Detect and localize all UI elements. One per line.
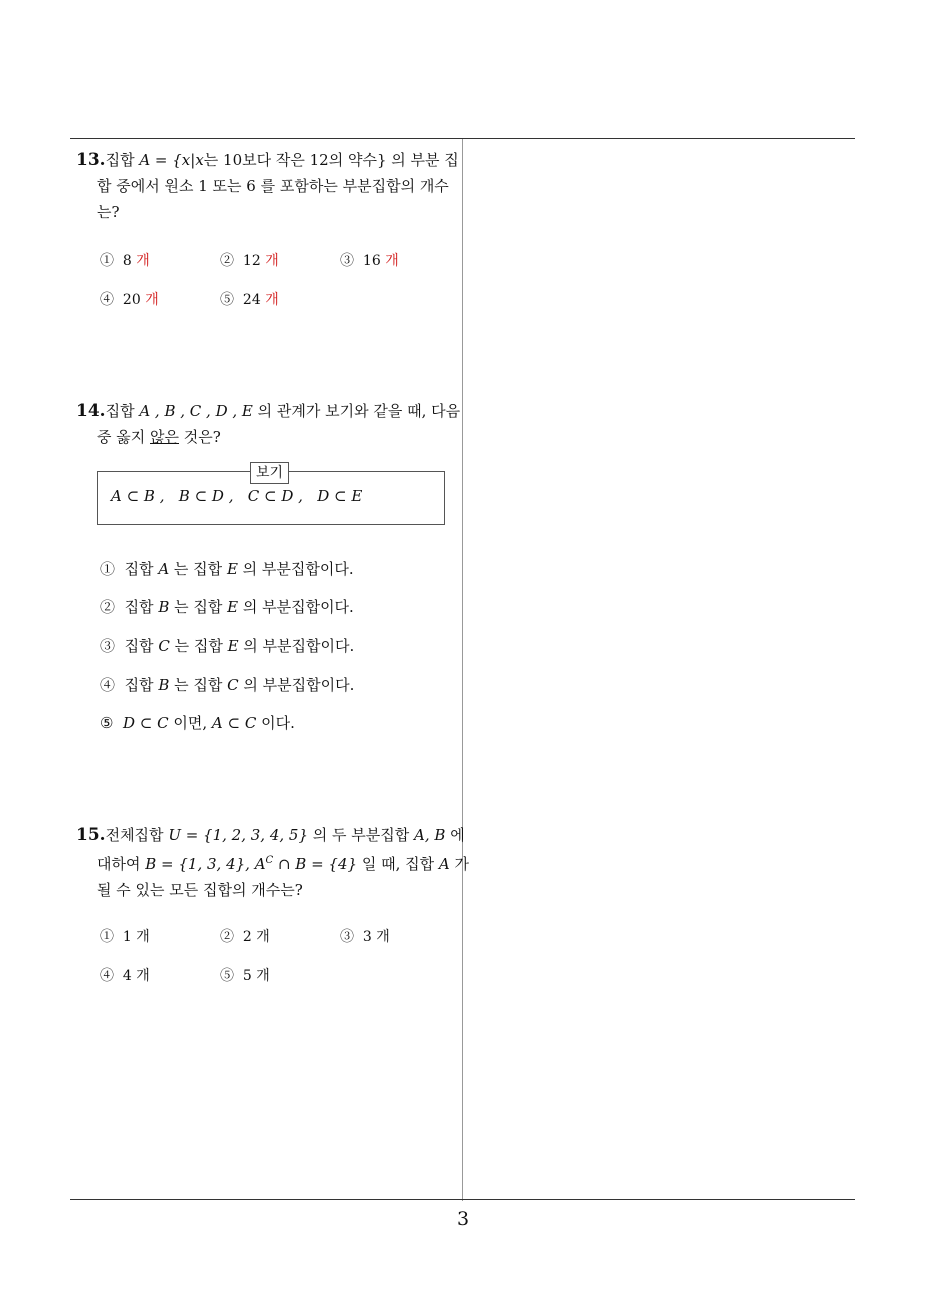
choice-text: 이다. (256, 714, 295, 732)
choice-math: B (158, 598, 170, 616)
choice-value: 12 (242, 253, 261, 269)
choice-text: 는 집합 (169, 560, 227, 578)
q14-choice-1[interactable] (100, 558, 354, 579)
choice-mark: ④ (100, 968, 114, 984)
choice-text: 의 부분집합이다. (238, 598, 354, 616)
q15-text: 의 두 부분집합 (308, 826, 415, 844)
choice-unit: 개 (256, 968, 270, 984)
choice-value: 1 (122, 929, 132, 945)
q14-math: A , B , C , D , E (139, 402, 253, 420)
q15-choice-2[interactable] (220, 926, 270, 946)
choice-math: E (227, 598, 239, 616)
q14-choice-4[interactable] (100, 674, 354, 695)
choice-value: 8 (122, 253, 132, 269)
choice-text: 집합 (124, 637, 159, 655)
choice-mark: ④ (100, 292, 114, 308)
choice-mark: ① (100, 560, 116, 578)
choice-value: 4 (122, 968, 132, 984)
q13-choice-1[interactable] (100, 250, 150, 270)
q14-choice-3[interactable] (100, 635, 354, 656)
q15-number: 15. (76, 825, 106, 845)
q15-math: U = {1, 2, 3, 4, 5} (168, 826, 309, 844)
choice-unit: 개 (256, 929, 270, 945)
q13-choice-3[interactable] (340, 250, 399, 270)
q13-math: A = {x|x (139, 151, 204, 169)
choice-text: 집합 (124, 598, 159, 616)
choice-unit: 개 (145, 292, 159, 308)
choice-value: 20 (122, 292, 141, 308)
q15-text: 대하여 (97, 855, 146, 873)
q15-text: 일 때, 집합 (357, 855, 439, 873)
choice-mark: ② (220, 253, 234, 269)
q15-text: 가 (449, 855, 469, 873)
choice-math: B (158, 676, 170, 694)
q13-line3: 는? (97, 203, 120, 221)
q14-text: 것은? (179, 428, 221, 446)
q15-choice-1[interactable] (100, 926, 150, 946)
q13-line2: 합 중에서 원소 1 또는 6 를 포함하는 부분집합의 개수 (97, 177, 449, 195)
choice-mark: ③ (340, 929, 354, 945)
q15-math: B = {1, 3, 4}, A (145, 855, 266, 873)
q15-math: ∩ B = {4} (273, 855, 358, 873)
choice-math: C (158, 637, 170, 655)
choice-unit: 개 (136, 968, 150, 984)
choice-value: 5 (242, 968, 252, 984)
choice-mark: ② (100, 598, 116, 616)
q14-choice-5[interactable] (100, 712, 295, 733)
q14-text: 집합 (105, 402, 140, 420)
q15-choice-5[interactable] (220, 965, 270, 985)
choice-text: 는 집합 (169, 676, 228, 694)
choice-unit: 개 (136, 929, 150, 945)
choice-mark: ⑤ (100, 714, 114, 732)
q15-line3: 될 수 있는 모든 집합의 개수는? (97, 881, 303, 899)
q13-choice-4[interactable] (100, 289, 159, 309)
choice-math: A ⊂ C (211, 714, 257, 732)
q14-underline-text: 않은 (150, 428, 179, 446)
q15-choice-3[interactable] (340, 926, 390, 946)
choice-unit: 개 (136, 253, 150, 269)
q13-number: 13. (76, 150, 106, 170)
choice-unit: 개 (385, 253, 399, 269)
q14-line2 (76, 424, 458, 450)
choice-unit: 개 (376, 929, 390, 945)
q14-text: 의 관계가 보기와 같을 때, 다음 (252, 402, 461, 420)
q14-line1 (76, 398, 461, 424)
question-13 (76, 147, 458, 225)
bogi-box (97, 465, 445, 525)
choice-mark: ③ (100, 637, 116, 655)
q15-math: A, B (414, 826, 446, 844)
q15-text: 에 (445, 826, 465, 844)
column-divider (462, 139, 463, 1201)
choice-text: 의 부분집합이다. (238, 637, 355, 655)
choice-mark: ⑤ (220, 292, 234, 308)
bogi-content: A ⊂ B , B ⊂ D , C ⊂ D , D ⊂ E (111, 487, 363, 505)
choice-value: 24 (242, 292, 261, 308)
q15-superscript: C (265, 855, 274, 866)
q13-text: 집합 (105, 151, 140, 169)
question-14 (76, 398, 461, 450)
q15-math: A (438, 855, 450, 873)
q14-number: 14. (76, 401, 106, 421)
choice-mark: ④ (100, 676, 116, 694)
choice-text: 는 집합 (169, 598, 228, 616)
choice-mark: ② (220, 929, 234, 945)
q15-line2 (76, 848, 469, 877)
choice-value: 3 (362, 929, 372, 945)
choice-math: A (158, 560, 170, 578)
choice-text: 집합 (124, 676, 159, 694)
choice-mark: ① (100, 929, 114, 945)
q14-text: 중 옳지 (97, 428, 151, 446)
q15-line1 (76, 822, 465, 848)
choice-math: E (226, 560, 238, 578)
question-15 (76, 822, 469, 903)
choice-mark: ⑤ (220, 968, 234, 984)
choice-text: 이면, (168, 714, 212, 732)
choice-text: 의 부분집합이다. (237, 560, 354, 578)
q13-choice-5[interactable] (220, 289, 279, 309)
choice-value: 16 (362, 253, 381, 269)
choice-math: E (227, 637, 239, 655)
q15-choice-4[interactable] (100, 965, 150, 985)
choice-text: 집합 (124, 560, 159, 578)
q14-choice-2[interactable] (100, 596, 354, 617)
bottom-rule (70, 1199, 855, 1200)
choice-mark: ① (100, 253, 114, 269)
choice-unit: 개 (265, 253, 279, 269)
choice-unit: 개 (265, 292, 279, 308)
q13-text: 는 10보다 작은 12의 약수} 의 부분 집 (203, 151, 459, 169)
bogi-title: 보기 (250, 462, 289, 484)
choice-text: 의 부분집합이다. (238, 676, 355, 694)
choice-text: 는 집합 (169, 637, 228, 655)
choice-mark: ③ (340, 253, 354, 269)
q15-text: 전체집합 (105, 826, 169, 844)
choice-value: 2 (242, 929, 252, 945)
q13-line1 (76, 147, 458, 173)
page-number: 3 (456, 1208, 470, 1230)
q13-choice-2[interactable] (220, 250, 279, 270)
choice-math: C (227, 676, 239, 694)
choice-math: D ⊂ C (123, 714, 169, 732)
